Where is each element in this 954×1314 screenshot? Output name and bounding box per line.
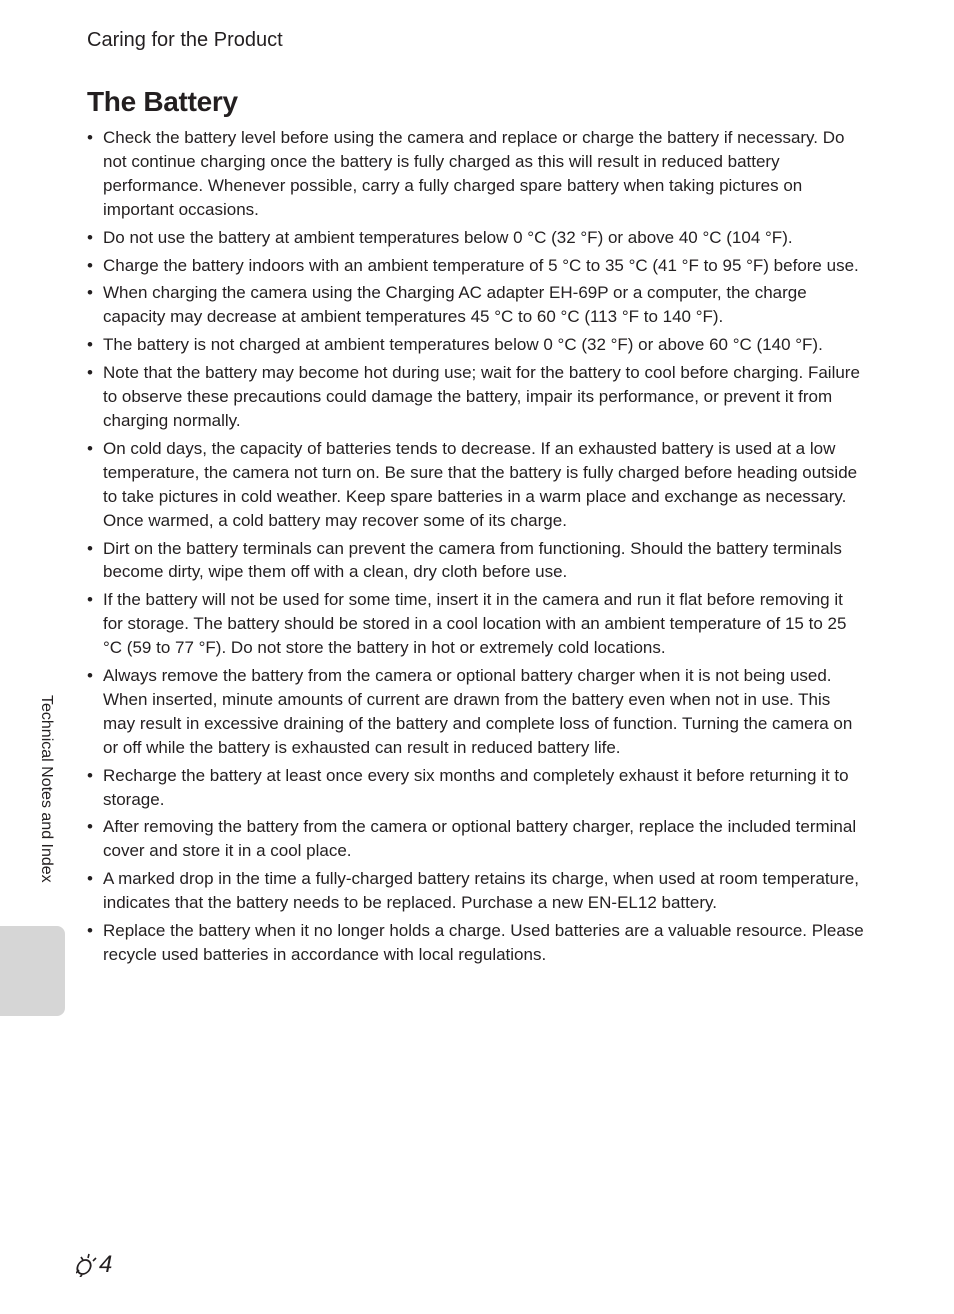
- bullet-icon: •: [87, 869, 93, 889]
- list-item: [87, 919, 867, 967]
- section-header: Caring for the Product: [87, 29, 283, 51]
- list-item-text: Charge the battery indoors with an ambient temperature of 5 °C to 35 °C (41 °F to 95 °F) before use.: [103, 255, 859, 275]
- bullet-icon: •: [87, 590, 93, 610]
- bullet-icon: •: [87, 438, 93, 458]
- list-item: [87, 815, 867, 863]
- bullet-icon: •: [87, 128, 93, 147]
- list-item: [87, 254, 867, 278]
- list-item: [87, 361, 867, 433]
- bullet-icon: •: [87, 335, 93, 355]
- list-item: [87, 333, 867, 357]
- list-item-text: Replace the battery when it no longer holds a charge. Used batteries are a valuable resource. Please recycle used batteries in accordance with local regulations.: [103, 921, 864, 964]
- bullet-icon: •: [87, 227, 93, 247]
- side-tab: [0, 926, 65, 1016]
- bullet-icon: •: [87, 255, 93, 275]
- bullet-icon: •: [87, 283, 93, 303]
- list-item-text: Do not use the battery at ambient temperatures below 0 °C (32 °F) or above 40 °C (104 °F).: [103, 227, 793, 247]
- page-footer: [76, 1250, 112, 1280]
- page-number: 4: [99, 1251, 113, 1278]
- list-item: [87, 126, 867, 222]
- bullet-icon: •: [87, 538, 93, 558]
- bullet-icon: •: [87, 765, 93, 785]
- page-title: The Battery: [87, 86, 238, 117]
- list-item: [87, 537, 867, 585]
- list-item: [87, 281, 867, 329]
- bullet-list: [87, 126, 867, 971]
- list-item-text: The battery is not charged at ambient temperatures below 0 °C (32 °F) or above 60 °C (140 °F).: [103, 335, 823, 355]
- technical-notes-icon: [76, 1253, 98, 1277]
- side-tab-label: Technical Notes and Index: [38, 695, 55, 883]
- list-item-text: Note that the battery may become hot during use; wait for the battery to cool before charging. Failure to observe these precautions could damage the battery, impair its performance, or prevent it from charging normally.: [103, 363, 860, 430]
- list-item: [87, 226, 867, 250]
- list-item-text: After removing the battery from the camera or optional battery charger, replace the included terminal cover and store it in a cool place.: [103, 817, 857, 861]
- list-item-text: On cold days, the capacity of batteries tends to decrease. If an exhausted battery is used at a low temperature, the camera not turn on. Be sure that the battery is fully charged before heading outside to take pictures in cold weather. Keep spare batteries in a warm place and exchange as necessary. Once warmed, a cold battery may recover some of its charge.: [103, 438, 858, 530]
- list-item-text: Dirt on the battery terminals can prevent the camera from functioning. Should the battery terminals become dirty, wipe them off with a clean, dry cloth before use.: [103, 538, 842, 582]
- bullet-icon: •: [87, 817, 93, 837]
- bullet-icon: •: [87, 921, 93, 941]
- list-item: [87, 867, 867, 915]
- list-item: [87, 588, 867, 660]
- list-item-text: When charging the camera using the Charging AC adapter EH-69P or a computer, the charge capacity may decrease at ambient temperatures 45 °C to 60 °C (113 °F to 140 °F).: [103, 283, 807, 327]
- list-item: [87, 664, 867, 760]
- list-item-text: A marked drop in the time a fully-charged battery retains its charge, when used at room temperature, indicates that the battery needs to be replaced. Purchase a new EN-EL12 battery.: [103, 869, 859, 913]
- list-item-text: Always remove the battery from the camera or optional battery charger when it is not being used. When inserted, minute amounts of current are drawn from the battery even when not in use. This may result in excessive draining of the battery and complete loss of function. Turning the camera on or off while the battery is exhausted can result in reduced battery life.: [103, 666, 853, 757]
- list-item: [87, 764, 867, 812]
- bullet-icon: •: [87, 363, 93, 383]
- list-item-text: Check the battery level before using the camera and replace or charge the battery if necessary. Do not continue charging once the battery is fully charged as this will result in reduced battery performance. Whenever possible, carry a fully charged spare battery when taking pictures on important occasions.: [103, 128, 845, 219]
- list-item-text: Recharge the battery at least once every six months and completely exhaust it before returning it to storage.: [103, 765, 849, 809]
- list-item: [87, 437, 867, 533]
- list-item-text: If the battery will not be used for some time, insert it in the camera and run it flat before removing it for storage. The battery should be stored in a cool location with an ambient temperature of 15 to 25 °C (59 to 77 °F). Do not store the battery in hot or extremely cold locations.: [103, 590, 847, 658]
- bullet-icon: •: [87, 666, 93, 686]
